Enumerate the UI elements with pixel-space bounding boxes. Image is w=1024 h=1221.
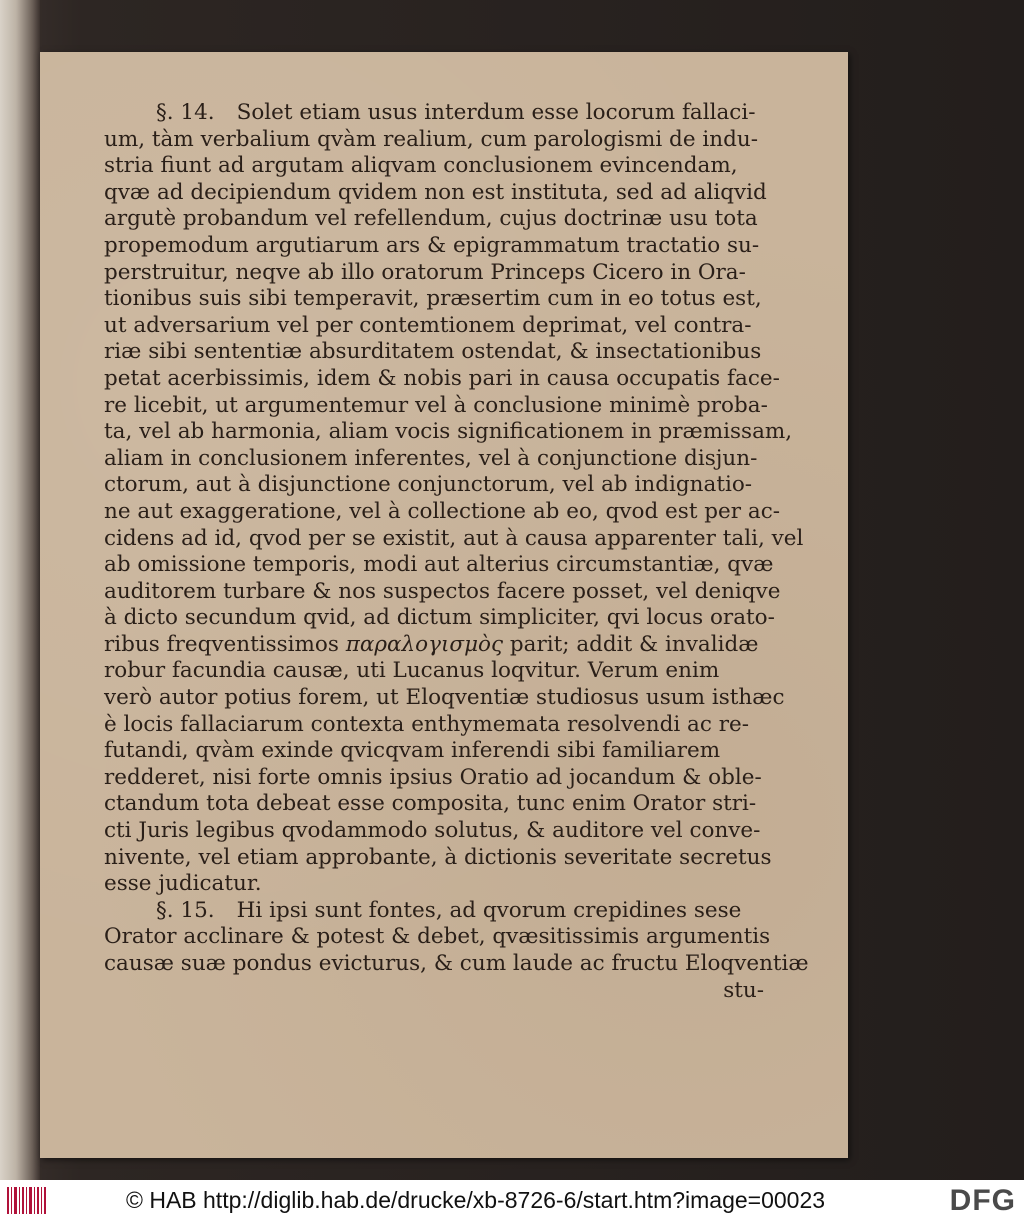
text-line	[104, 446, 804, 473]
line-text: aliam in conclusionem inferentes, vel à conjunctione disjun-	[104, 445, 758, 471]
text-line	[104, 765, 804, 792]
greek-word: παραλογισμὸς	[345, 631, 504, 657]
text-line	[104, 313, 804, 340]
text-line	[104, 924, 804, 951]
text-line	[104, 791, 804, 818]
line-text: causæ suæ pondus evicturus, & cum laude ac fructu Eloqventiæ	[104, 951, 809, 976]
copyright-url[interactable]: © HAB http://diglib.hab.de/drucke/xb-8726-6/start.htm?image=00023	[126, 1187, 826, 1213]
line-text: esse judicatur.	[104, 871, 262, 897]
text-line	[104, 526, 804, 553]
text-line	[104, 153, 804, 180]
text-line	[104, 127, 804, 154]
text-line	[104, 898, 804, 925]
text-line	[104, 658, 804, 685]
line-text: Solet etiam usus interdum esse locorum fallaci-	[236, 100, 756, 125]
line-text: ab omissione temporis, modi aut alterius circumstantiæ, qvæ	[104, 552, 774, 578]
line-text: argutè probandum vel refellendum, cujus doctrinæ usu tota	[104, 206, 758, 232]
line-text: redderet, nisi forte omnis ipsius Oratio ad jocandum & oble-	[104, 764, 762, 790]
text-line	[104, 180, 804, 207]
barcode-icon	[6, 1185, 48, 1216]
line-text: re licebit, ut argumentemur vel à conclusione minimè proba-	[104, 392, 768, 418]
line-text: stria fiunt ad argutam aliqvam conclusionem evincendam,	[104, 153, 738, 179]
page-text	[104, 100, 809, 1004]
line-text: Hi ipsi sunt fontes, ad qvorum crepidines sese	[236, 897, 742, 923]
text-line	[104, 260, 804, 287]
line-text: petat acerbissimis, idem & nobis pari in causa occupatis face-	[104, 365, 780, 391]
text-line	[104, 206, 804, 233]
text-line	[104, 712, 804, 739]
line-text: cidens ad id, qvod per se existit, aut à causa apparenter tali, vel	[104, 525, 804, 551]
text-line	[104, 286, 804, 313]
line-text: ribus freqventissimos	[104, 631, 339, 657]
section-number: §. 15.	[156, 897, 215, 923]
text-line	[104, 738, 804, 765]
text-line	[104, 339, 804, 366]
line-text: ta, vel ab harmonia, aliam vocis significationem in præmissam,	[104, 419, 793, 445]
text-line	[104, 951, 809, 978]
text-line	[104, 100, 804, 127]
line-text: Orator acclinare & potest & debet, qvæsitissimis argumentis	[104, 924, 771, 950]
line-text: verò autor potius forem, ut Eloqventiæ studiosus usum isthæc	[104, 685, 785, 711]
text-line	[104, 552, 804, 579]
line-text: um, tàm verbalium qvàm realium, cum parologismi de indu-	[104, 126, 758, 152]
line-text: à dicto secundum qvid, ad dictum simpliciter, qvi locus orato-	[104, 605, 775, 631]
text-line	[104, 472, 804, 499]
line-text: cti Juris legibus qvodammodo solutus, & auditore vel conve-	[104, 818, 761, 844]
text-line	[104, 579, 804, 606]
footer-bar	[0, 1180, 1024, 1221]
catchword: stu-	[723, 977, 764, 1003]
text-line	[104, 632, 804, 659]
section-number: §. 14.	[156, 100, 215, 125]
line-text: ne aut exaggeratione, vel à collectione ab eo, qvod est per ac-	[104, 498, 781, 524]
line-text: robur facundia causæ, uti Lucanus loqvitur. Verum enim	[104, 658, 720, 684]
line-text: riæ sibi sententiæ absurditatem ostendat, & insectationibus	[104, 339, 762, 365]
text-line	[104, 685, 804, 712]
text-line	[104, 419, 804, 446]
text-line	[104, 393, 804, 420]
book-spine	[0, 0, 40, 1180]
text-line	[104, 366, 804, 393]
line-text-after: parit; addit & invalidæ	[509, 631, 759, 657]
line-text: futandi, qvàm exinde qvicqvam inferendi sibi familiarem	[104, 738, 721, 764]
line-text: ut adversarium vel per contemtionem deprimat, vel contra-	[104, 312, 752, 338]
text-line	[104, 845, 804, 872]
book-page	[40, 52, 848, 1158]
text-line	[104, 233, 804, 260]
line-text: ctorum, aut à disjunctione conjunctorum, vel ab indignatio-	[104, 472, 753, 498]
line-text: qvæ ad decipiendum qvidem non est instituta, sed ad aliqvid	[104, 179, 767, 205]
line-text: è locis fallaciarum contexta enthymemata resolvendi ac re-	[104, 711, 750, 737]
line-text: auditorem turbare & nos suspectos facere posset, vel deniqve	[104, 578, 781, 604]
line-text: ctandum tota debeat esse composita, tunc enim Orator stri-	[104, 791, 757, 817]
text-line	[104, 818, 804, 845]
line-text: tionibus suis sibi temperavit, præsertim cum in eo totus est,	[104, 286, 762, 312]
text-line	[104, 871, 804, 898]
line-text: nivente, vel etiam approbante, à dictionis severitate secretus	[104, 844, 772, 870]
line-text: propemodum argutiarum ars & epigrammatum tractatio su-	[104, 232, 760, 258]
text-line	[104, 499, 804, 526]
dfg-logo: DFG	[949, 1184, 1016, 1217]
text-line	[104, 605, 804, 632]
line-text: perstruitur, neqve ab illo oratorum Princeps Cicero in Ora-	[104, 259, 746, 285]
